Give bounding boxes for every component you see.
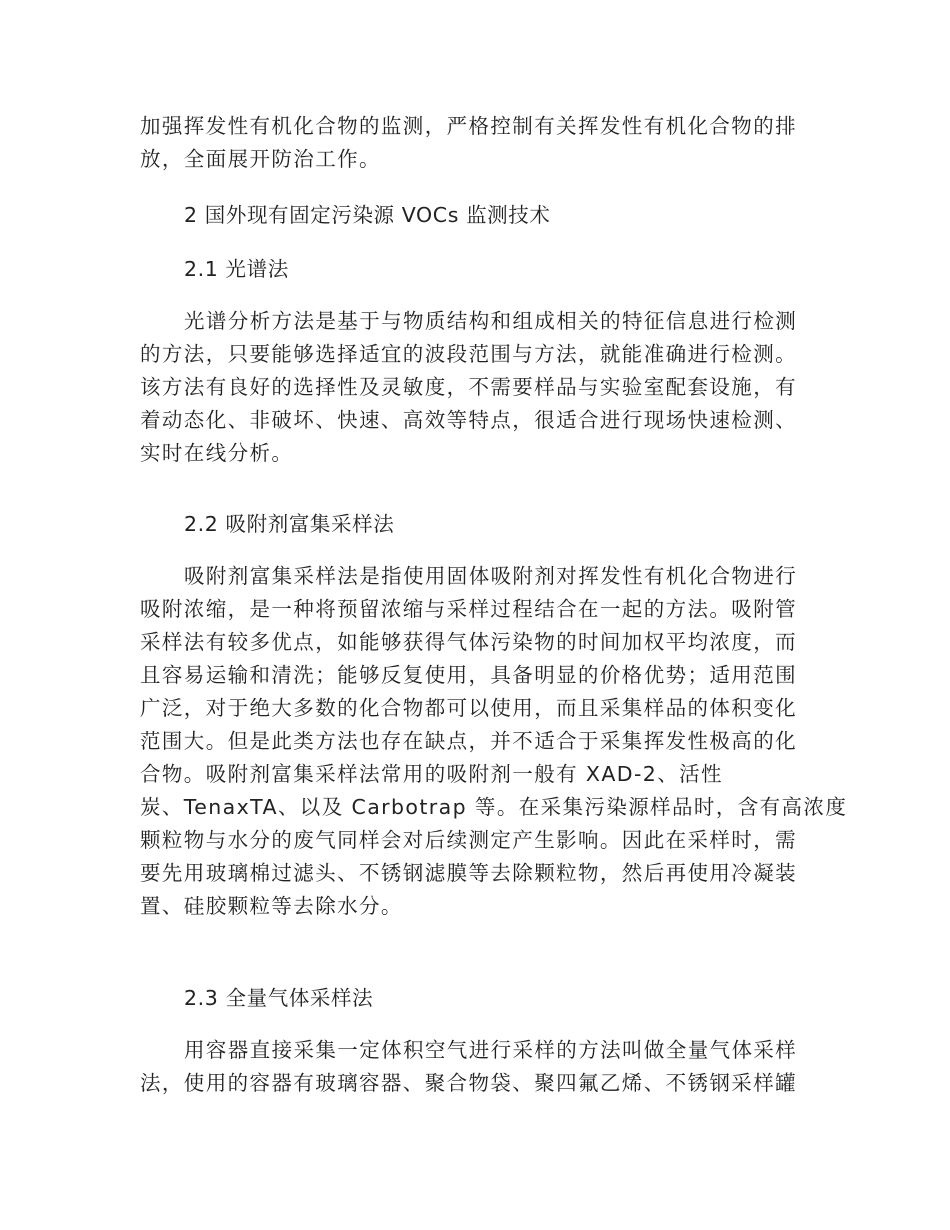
- text-line: 的方法，只要能够选择适宜的波段范围与方法，就能准确进行检测。: [140, 342, 797, 366]
- text-line: 吸附剂富集采样法是指使用固体吸附剂对挥发性有机化合物进行: [184, 564, 798, 588]
- text-line: 着动态化、非破坏、快速、高效等特点，很适合进行现场快速检测、: [140, 408, 797, 432]
- text-line: 范围大。但是此类方法也存在缺点，并不适合于采集挥发性极高的化: [140, 729, 797, 753]
- text-line: 采样法有较多优点，如能够获得气体污染物的时间加权平均浓度，而: [140, 630, 797, 654]
- section-2-1-paragraph: [140, 305, 810, 470]
- text-line: 颗粒物与水分的废气同样会对后续测定产生影响。因此在采样时，需: [140, 828, 797, 852]
- text-line: 法，使用的容器有玻璃容器、聚合物袋、聚四氟乙烯、不锈钢采样罐: [140, 1071, 797, 1095]
- text-line: 要先用玻璃棉过滤头、不锈钢滤膜等去除颗粒物，然后再使用冷凝装: [140, 861, 797, 885]
- section-2-3-heading: 2.3 全量气体采样法: [184, 986, 374, 1010]
- text-line: 合物。吸附剂富集采样法常用的吸附剂一般有 XAD-2、活性: [140, 762, 723, 786]
- text-line: 用容器直接采集一定体积空气进行采样的方法叫做全量气体采样: [184, 1038, 798, 1062]
- section-2-1-heading: 2.1 光谱法: [184, 257, 289, 281]
- intro-paragraph: [140, 110, 810, 176]
- section-2-heading: 2 国外现有固定污染源 VOCs 监测技术: [184, 203, 551, 227]
- text-line: 吸附浓缩，是一种将预留浓缩与采样过程结合在一起的方法。吸附管: [140, 597, 797, 621]
- section-2-3-paragraph: [140, 1034, 810, 1100]
- text-line: 加强挥发性有机化合物的监测，严格控制有关挥发性有机化合物的排: [140, 114, 797, 138]
- text-line: 且容易运输和清洗；能够反复使用，具备明显的价格优势；适用范围: [140, 663, 797, 687]
- text-line: 放，全面展开防治工作。: [140, 147, 381, 171]
- section-2-2-heading: 2.2 吸附剂富集采样法: [184, 512, 395, 536]
- text-line: 广泛，对于绝大多数的化合物都可以使用，而且采集样品的体积变化: [140, 696, 797, 720]
- text-line: 实时在线分析。: [140, 441, 294, 465]
- text-line: 置、硅胶颗粒等去除水分。: [140, 894, 403, 918]
- section-2-2-paragraph: [140, 560, 848, 923]
- text-line: 光谱分析方法是基于与物质结构和组成相关的特征信息进行检测: [184, 309, 798, 333]
- text-line: 该方法有良好的选择性及灵敏度，不需要样品与实验室配套设施，有: [140, 375, 797, 399]
- text-line: 炭、TenaxTA、以及 Carbotrap 等。在采集污染源样品时，含有高浓度: [140, 795, 848, 819]
